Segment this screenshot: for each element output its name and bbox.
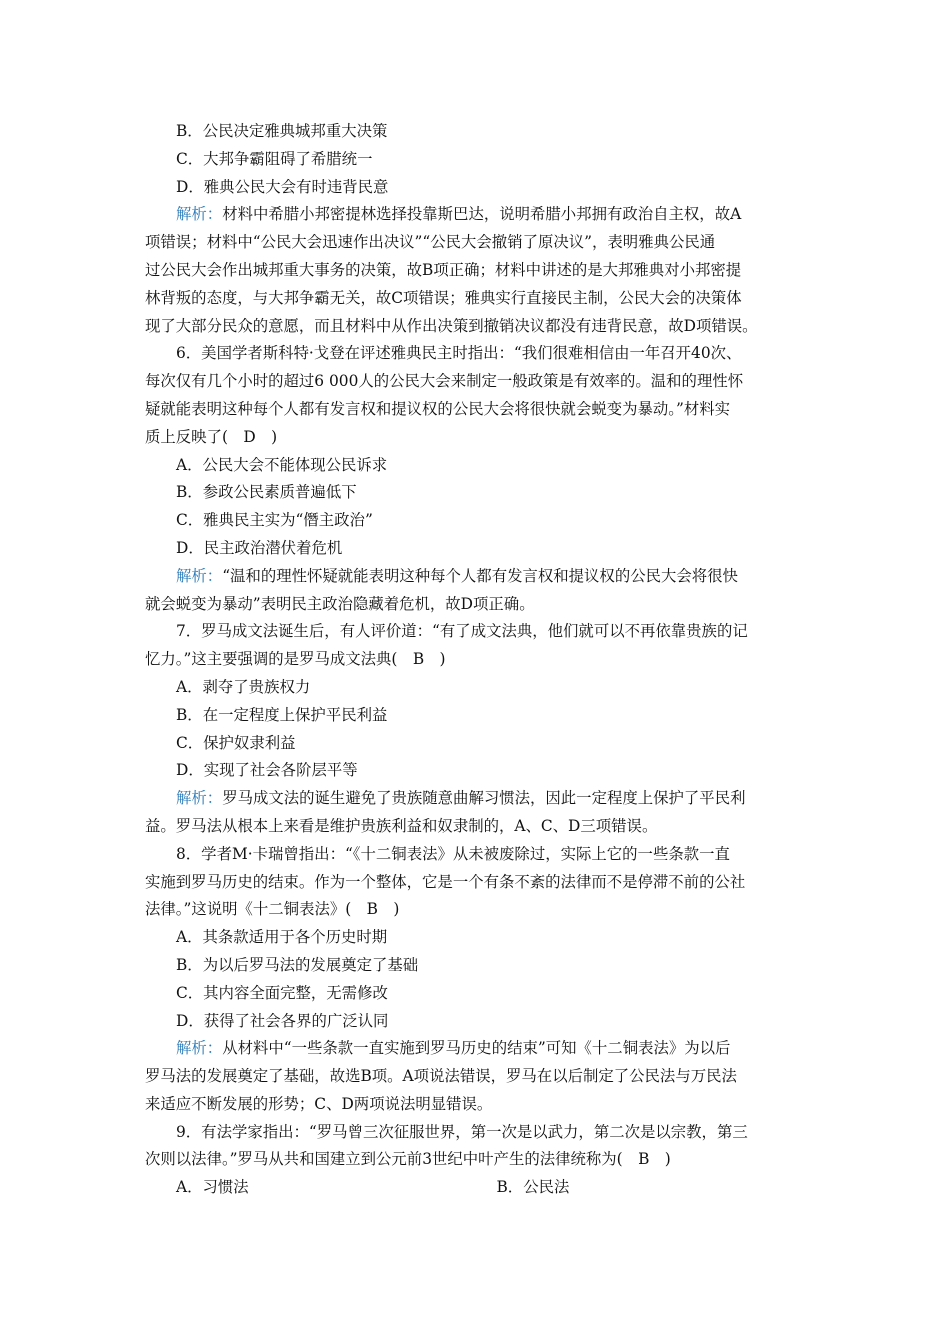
- q8-stem: 法律。”这说明《十二铜表法》( B ): [145, 900, 400, 919]
- q9-option-a: A．习惯法: [176, 1178, 249, 1197]
- q5-option-c: C．大邦争霸阻碍了希腊统一: [176, 149, 373, 168]
- q7-option-d: D．实现了社会各阶层平等: [176, 761, 358, 780]
- q7-stem: 忆力。”这主要强调的是罗马成文法典( B ): [145, 650, 446, 669]
- q8-option-d: D．获得了社会各界的广泛认同: [176, 1011, 389, 1030]
- q6-option-b: B．参政公民素质普遍低下: [176, 483, 357, 502]
- analysis-text: 项错误；材料中“公民大会迅速作出决议”“公民大会撤销了原决议”，表明雅典公民通: [145, 233, 716, 252]
- question-5: [145, 118, 817, 340]
- q8-analysis: [145, 1035, 817, 1118]
- q6-analysis: [145, 563, 817, 619]
- q7-stem: 7．罗马成文法诞生后，有人评价道：“有了成文法典，他们就可以不再依靠贵族的记: [176, 622, 748, 641]
- analysis-text: 罗马法的发展奠定了基础，故选B项。A项说法错误，罗马在以后制定了公民法与万民法: [145, 1067, 737, 1086]
- analysis-text: 林背叛的态度，与大邦争霸无关，故C项错误；雅典实行直接民主制，公民大会的决策体: [145, 288, 742, 307]
- q9-stem: 9．有法学家指出：“罗马曾三次征服世界，第一次是以武力，第二次是以宗教，第三: [176, 1122, 748, 1141]
- analysis-label: 解析：: [176, 205, 223, 224]
- q6-stem: 疑就能表明这种每个人都有发言权和提议权的公民大会将很快就会蜕变为暴动。”材料实: [145, 399, 731, 418]
- analysis-text: 益。罗马法从根本上来看是维护贵族利益和奴隶制的，A、C、D三项错误。: [145, 816, 658, 835]
- analysis-label: 解析：: [176, 1039, 223, 1058]
- analysis-label: 解析：: [176, 789, 223, 808]
- q6-option-d: D．民主政治潜伏着危机: [176, 538, 343, 557]
- q7-analysis: [145, 785, 817, 841]
- analysis-text: 罗马成文法的诞生避免了贵族随意曲解习惯法，因此一定程度上保护了平民利: [222, 789, 746, 808]
- q6-option-a: A．公民大会不能体现公民诉求: [176, 455, 388, 474]
- q9-option-b: B．公民法: [496, 1178, 570, 1197]
- analysis-text: “温和的理性怀疑就能表明这种每个人都有发言权和提议权的公民大会将很快: [222, 566, 738, 585]
- q8-option-c: C．其内容全面完整，无需修改: [176, 983, 388, 1002]
- question-7: [145, 618, 817, 840]
- analysis-text: 材料中希腊小邦密提林选择投靠斯巴达，说明希腊小邦拥有政治自主权，故A: [222, 205, 742, 224]
- q5-analysis: [145, 201, 817, 340]
- analysis-text: 就会蜕变为暴动”表明民主政治隐藏着危机，故D项正确。: [145, 594, 535, 613]
- q9-options-row: [145, 1174, 817, 1202]
- q6-stem: 质上反映了( D ): [145, 427, 278, 446]
- q5-option-d: D．雅典公民大会有时违背民意: [176, 177, 389, 196]
- q8-stem: 8．学者M·卡瑞曾指出：“《十二铜表法》从未被废除过，实际上它的一些条款一直: [176, 844, 730, 863]
- analysis-text: 从材料中“一些条款一直实施到罗马历史的结束”可知《十二铜表法》为以后: [222, 1039, 731, 1058]
- question-8: [145, 841, 817, 1119]
- analysis-text: 现了大部分民众的意愿，而且材料中从作出决策到撤销决议都没有违背民意，故D项错误。: [145, 316, 758, 335]
- analysis-label: 解析：: [176, 566, 223, 585]
- analysis-text: 来适应不断发展的形势；C、D两项说法明显错误。: [145, 1094, 493, 1113]
- q7-option-b: B．在一定程度上保护平民利益: [176, 705, 388, 724]
- q7-option-a: A．剥夺了贵族权力: [176, 677, 311, 696]
- question-6: [145, 340, 817, 618]
- q5-option-b: B．公民决定雅典城邦重大决策: [176, 122, 388, 140]
- q6-stem: 6．美国学者斯科特·戈登在评述雅典民主时指出：“我们很难相信由一年召开40次、: [176, 344, 742, 363]
- q7-option-c: C．保护奴隶利益: [176, 733, 296, 752]
- document-page: [145, 118, 817, 1202]
- q8-stem: 实施到罗马历史的结束。作为一个整体，它是一个有条不紊的法律而不是停滞不前的公社: [145, 872, 746, 891]
- analysis-text: 过公民大会作出城邦重大事务的决策，故B项正确；材料中讲述的是大邦雅典对小邦密提: [145, 260, 742, 279]
- q9-stem: 次则以法律。”罗马从共和国建立到公元前3世纪中叶产生的法律统称为( B ): [145, 1150, 671, 1169]
- question-9: [145, 1119, 817, 1202]
- q8-option-b: B．为以后罗马法的发展奠定了基础: [176, 955, 419, 974]
- q6-option-c: C．雅典民主实为“僭主政治”: [176, 511, 373, 530]
- q8-option-a: A．其条款适用于各个历史时期: [176, 928, 388, 947]
- q6-stem: 每次仅有几个小时的超过6 000人的公民大会来制定一般政策是有效率的。温和的理性怀: [145, 372, 744, 391]
